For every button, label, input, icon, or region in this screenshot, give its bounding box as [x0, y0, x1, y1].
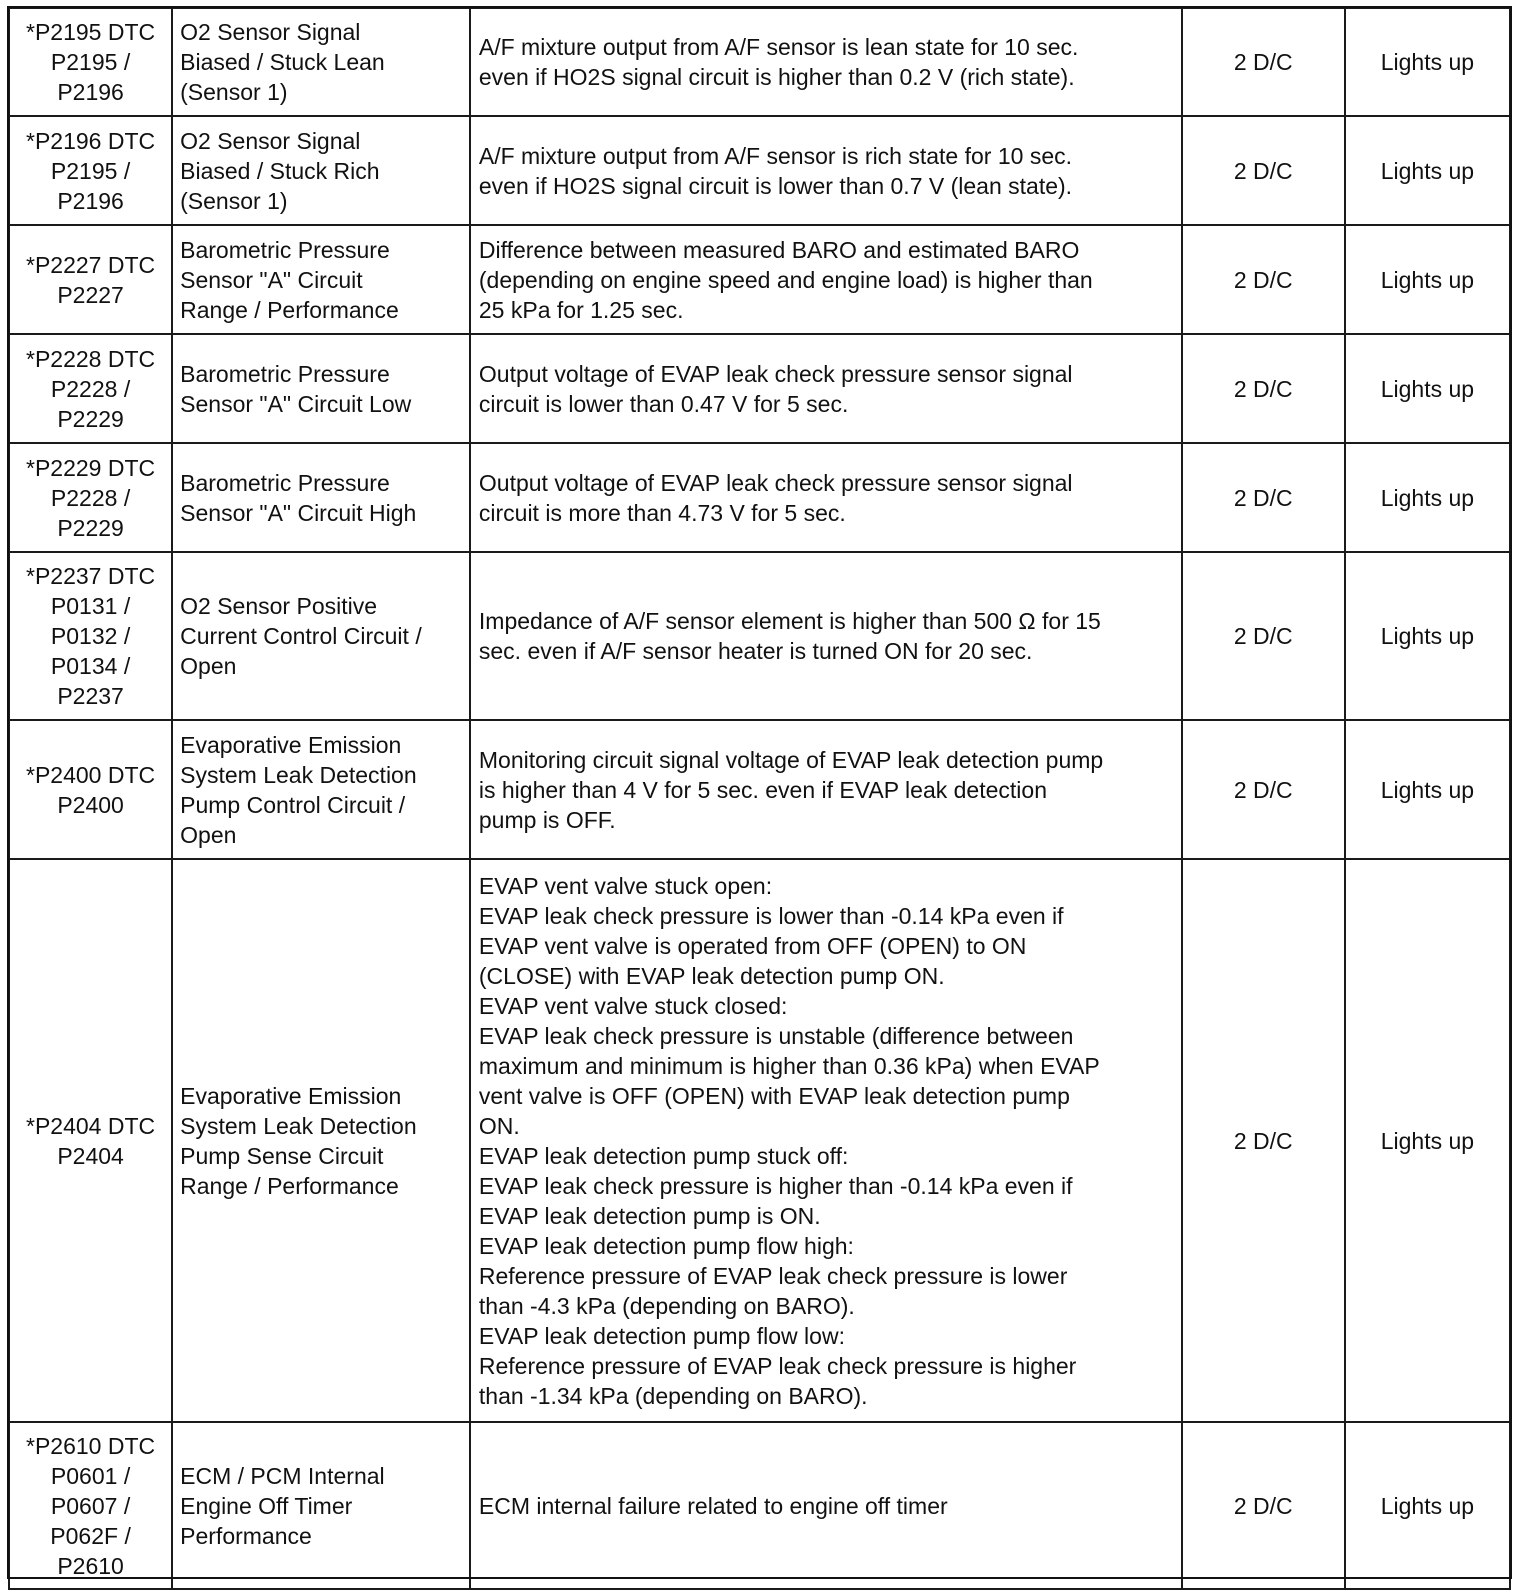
- detection-condition-line: EVAP vent valve is operated from OFF (OPEN) to ON: [478, 932, 1027, 959]
- detection-condition-line: vent valve is OFF (OPEN) with EVAP leak detection pump: [478, 1082, 1070, 1109]
- dtc-code-cell: [9, 552, 172, 720]
- dtc-code-cell: [9, 859, 172, 1422]
- dtc-code-line: P2229: [57, 405, 124, 432]
- detection-condition-line: even if HO2S signal circuit is higher than 0.2 V (rich state).: [478, 64, 1075, 90]
- detection-condition-line: EVAP leak check pressure is unstable (difference between: [478, 1022, 1074, 1049]
- table-row: [9, 116, 1510, 225]
- detection-item-line: Barometric Pressure: [180, 236, 390, 263]
- detection-condition-line: Difference between measured BARO and estimated BARO: [478, 236, 1080, 263]
- detection-condition-line: EVAP leak detection pump flow high:: [478, 1232, 854, 1259]
- dtc-code-line: P2404: [57, 1142, 124, 1169]
- detection-condition-line: ON.: [478, 1112, 520, 1139]
- detection-condition-line: EVAP leak detection pump stuck off:: [478, 1142, 849, 1169]
- detection-condition-line: Monitoring circuit signal voltage of EVAP leak detection pump: [478, 746, 1104, 773]
- detection-condition-cell: [470, 720, 1182, 859]
- detection-item-cell: [172, 8, 470, 116]
- detection-condition-line: maximum and minimum is higher than 0.36 kPa) when EVAP: [478, 1052, 1100, 1079]
- detection-item-line: Pump Sense Circuit: [180, 1142, 384, 1169]
- detection-item-line: Evaporative Emission: [180, 731, 402, 758]
- dtc-code-line: *P2610 DTC: [26, 1432, 156, 1459]
- detection-condition-cell: [470, 116, 1182, 225]
- mil-cell: Lights up: [1345, 552, 1510, 720]
- dtc-code-cell: [9, 443, 172, 552]
- detection-condition-line: (depending on engine speed and engine load) is higher than: [478, 266, 1093, 293]
- table-row: [9, 8, 1510, 116]
- dtc-code-cell: [9, 1422, 172, 1589]
- mil-cell: Lights up: [1345, 225, 1510, 334]
- dtc-code-line: P0131 /: [50, 593, 131, 619]
- detection-condition-cell: [470, 859, 1182, 1422]
- mil-cell: Lights up: [1345, 1422, 1510, 1589]
- detection-condition-cell: [470, 334, 1182, 443]
- mil-cell: Lights up: [1345, 859, 1510, 1422]
- mil-cell: Lights up: [1345, 116, 1510, 225]
- detection-condition-line: 25 kPa for 1.25 sec.: [478, 296, 684, 323]
- dtc-code-line: P2228 /: [50, 484, 131, 511]
- detection-item-cell: [172, 116, 470, 225]
- mil-cell: Lights up: [1345, 334, 1510, 443]
- dtc-code-line: P2196: [57, 79, 124, 105]
- detection-item-line: Pump Control Circuit /: [180, 791, 406, 818]
- detection-item-line: Sensor "A" Circuit Low: [180, 390, 412, 417]
- detection-condition-line: EVAP leak detection pump flow low:: [478, 1322, 845, 1349]
- detection-condition-line: EVAP vent valve stuck open:: [478, 872, 773, 899]
- dtc-code-line: *P2404 DTC: [26, 1112, 156, 1139]
- detection-item-line: Sensor "A" Circuit High: [180, 499, 417, 526]
- detection-condition-cell: [470, 443, 1182, 552]
- trip-cell: 2 D/C: [1182, 8, 1345, 116]
- table-row: [9, 443, 1510, 552]
- detection-item-line: ECM / PCM Internal: [180, 1462, 385, 1489]
- dtc-code-cell: [9, 225, 172, 334]
- mil-cell: Lights up: [1345, 8, 1510, 116]
- dtc-table: [8, 7, 1511, 1590]
- dtc-code-line: P2228 /: [50, 375, 131, 402]
- detection-item-line: Sensor "A" Circuit: [180, 266, 363, 293]
- detection-item-line: System Leak Detection: [180, 761, 417, 788]
- detection-item-cell: [172, 443, 470, 552]
- dtc-code-line: *P2400 DTC: [26, 761, 156, 788]
- detection-item-line: Biased / Stuck Rich: [180, 157, 380, 184]
- dtc-code-line: P2195 /: [50, 157, 131, 184]
- detection-condition-line: pump is OFF.: [478, 806, 616, 833]
- dtc-code-line: P2400: [57, 791, 124, 818]
- detection-condition-line: sec. even if A/F sensor heater is turned ON for 20 sec.: [478, 638, 1033, 664]
- detection-condition-line: A/F mixture output from A/F sensor is lean state for 10 sec.: [478, 34, 1079, 60]
- detection-item-cell: [172, 225, 470, 334]
- detection-item-line: O2 Sensor Positive: [180, 593, 378, 619]
- dtc-code-line: P062F /: [50, 1522, 131, 1549]
- detection-condition-line: EVAP vent valve stuck closed:: [478, 992, 788, 1019]
- trip-cell: 2 D/C: [1182, 720, 1345, 859]
- table-row: [9, 720, 1510, 859]
- mil-cell: Lights up: [1345, 443, 1510, 552]
- detection-item-line: O2 Sensor Signal: [180, 19, 361, 45]
- detection-item-line: Range / Performance: [180, 1172, 399, 1199]
- dtc-code-line: P2196: [57, 187, 124, 214]
- dtc-code-line: *P2195 DTC: [26, 19, 156, 45]
- detection-item-line: (Sensor 1): [180, 79, 288, 105]
- dtc-code-line: *P2196 DTC: [26, 127, 156, 154]
- detection-condition-cell: [470, 225, 1182, 334]
- detection-condition-line: (CLOSE) with EVAP leak detection pump ON.: [478, 962, 945, 989]
- dtc-code-line: *P2227 DTC: [26, 251, 156, 278]
- detection-condition-line: Output voltage of EVAP leak check pressure sensor signal: [478, 469, 1073, 496]
- detection-item-line: Biased / Stuck Lean: [180, 49, 385, 75]
- detection-item-line: O2 Sensor Signal: [180, 127, 361, 154]
- detection-item-cell: [172, 334, 470, 443]
- detection-condition-line: circuit is more than 4.73 V for 5 sec.: [478, 499, 846, 526]
- detection-condition-cell: [470, 1422, 1182, 1589]
- dtc-code-line: P2195 /: [50, 49, 131, 75]
- detection-condition-line: Reference pressure of EVAP leak check pressure is lower: [478, 1262, 1068, 1289]
- trip-cell: 2 D/C: [1182, 225, 1345, 334]
- table-row: [9, 552, 1510, 720]
- dtc-code-line: *P2237 DTC: [26, 563, 156, 589]
- detection-condition-line: Output voltage of EVAP leak check pressure sensor signal: [478, 360, 1073, 387]
- detection-item-line: Open: [180, 821, 237, 848]
- detection-condition-line: than -4.3 kPa (depending on BARO).: [478, 1292, 855, 1319]
- dtc-code-line: P2237: [57, 683, 124, 709]
- dtc-code-cell: [9, 116, 172, 225]
- detection-item-line: Range / Performance: [180, 296, 399, 323]
- detection-item-cell: [172, 859, 470, 1422]
- table-row: [9, 334, 1510, 443]
- trip-cell: 2 D/C: [1182, 116, 1345, 225]
- dtc-code-line: P2610: [57, 1552, 124, 1579]
- trip-cell: 2 D/C: [1182, 552, 1345, 720]
- detection-condition-line: even if HO2S signal circuit is lower than 0.7 V (lean state).: [478, 172, 1073, 199]
- dtc-code-line: P2229: [57, 514, 124, 541]
- detection-condition-line: Impedance of A/F sensor element is higher than 500 Ω for 15: [478, 608, 1101, 634]
- detection-item-line: Barometric Pressure: [180, 360, 390, 387]
- dtc-code-cell: [9, 720, 172, 859]
- dtc-code-line: P0601 /: [50, 1462, 131, 1489]
- trip-cell: 2 D/C: [1182, 443, 1345, 552]
- detection-item-cell: [172, 720, 470, 859]
- detection-item-line: Performance: [180, 1522, 312, 1549]
- dtc-code-line: P0132 /: [50, 623, 131, 649]
- detection-item-line: Current Control Circuit /: [180, 623, 422, 649]
- detection-item-cell: [172, 1422, 470, 1589]
- detection-condition-cell: [470, 552, 1182, 720]
- detection-condition-line: than -1.34 kPa (depending on BARO).: [478, 1382, 868, 1409]
- dtc-code-line: P0607 /: [50, 1492, 131, 1519]
- detection-condition-line: A/F mixture output from A/F sensor is rich state for 10 sec.: [478, 142, 1072, 169]
- detection-condition-cell: [470, 8, 1182, 116]
- detection-condition-line: Reference pressure of EVAP leak check pressure is higher: [478, 1352, 1077, 1379]
- dtc-code-cell: [9, 334, 172, 443]
- dtc-code-line: *P2229 DTC: [26, 454, 156, 481]
- dtc-code-cell: [9, 8, 172, 116]
- table-row: [9, 1422, 1510, 1589]
- trip-cell: 2 D/C: [1182, 1422, 1345, 1589]
- detection-item-line: Open: [180, 653, 237, 679]
- trip-cell: 2 D/C: [1182, 859, 1345, 1422]
- detection-item-line: Barometric Pressure: [180, 469, 390, 496]
- detection-item-line: System Leak Detection: [180, 1112, 417, 1139]
- detection-item-line: Evaporative Emission: [180, 1082, 402, 1109]
- dtc-table-body: [9, 8, 1510, 1589]
- dtc-code-line: P0134 /: [50, 653, 131, 679]
- detection-condition-line: EVAP leak check pressure is higher than -0.14 kPa even if: [478, 1172, 1073, 1199]
- table-row: [9, 859, 1510, 1422]
- dtc-code-line: P2227: [57, 281, 124, 308]
- detection-condition-line: circuit is lower than 0.47 V for 5 sec.: [478, 390, 849, 417]
- detection-item-cell: [172, 552, 470, 720]
- dtc-code-line: *P2228 DTC: [26, 345, 156, 372]
- detection-condition-line: EVAP leak check pressure is lower than -0.14 kPa even if: [478, 902, 1064, 929]
- detection-condition-line: is higher than 4 V for 5 sec. even if EVAP leak detection: [478, 776, 1047, 803]
- detection-condition-line: ECM internal failure related to engine off timer: [478, 1492, 948, 1519]
- detection-item-line: (Sensor 1): [180, 187, 288, 214]
- mil-cell: Lights up: [1345, 720, 1510, 859]
- detection-item-line: Engine Off Timer: [180, 1492, 353, 1519]
- table-row: [9, 225, 1510, 334]
- trip-cell: 2 D/C: [1182, 334, 1345, 443]
- detection-condition-line: EVAP leak detection pump is ON.: [478, 1202, 821, 1229]
